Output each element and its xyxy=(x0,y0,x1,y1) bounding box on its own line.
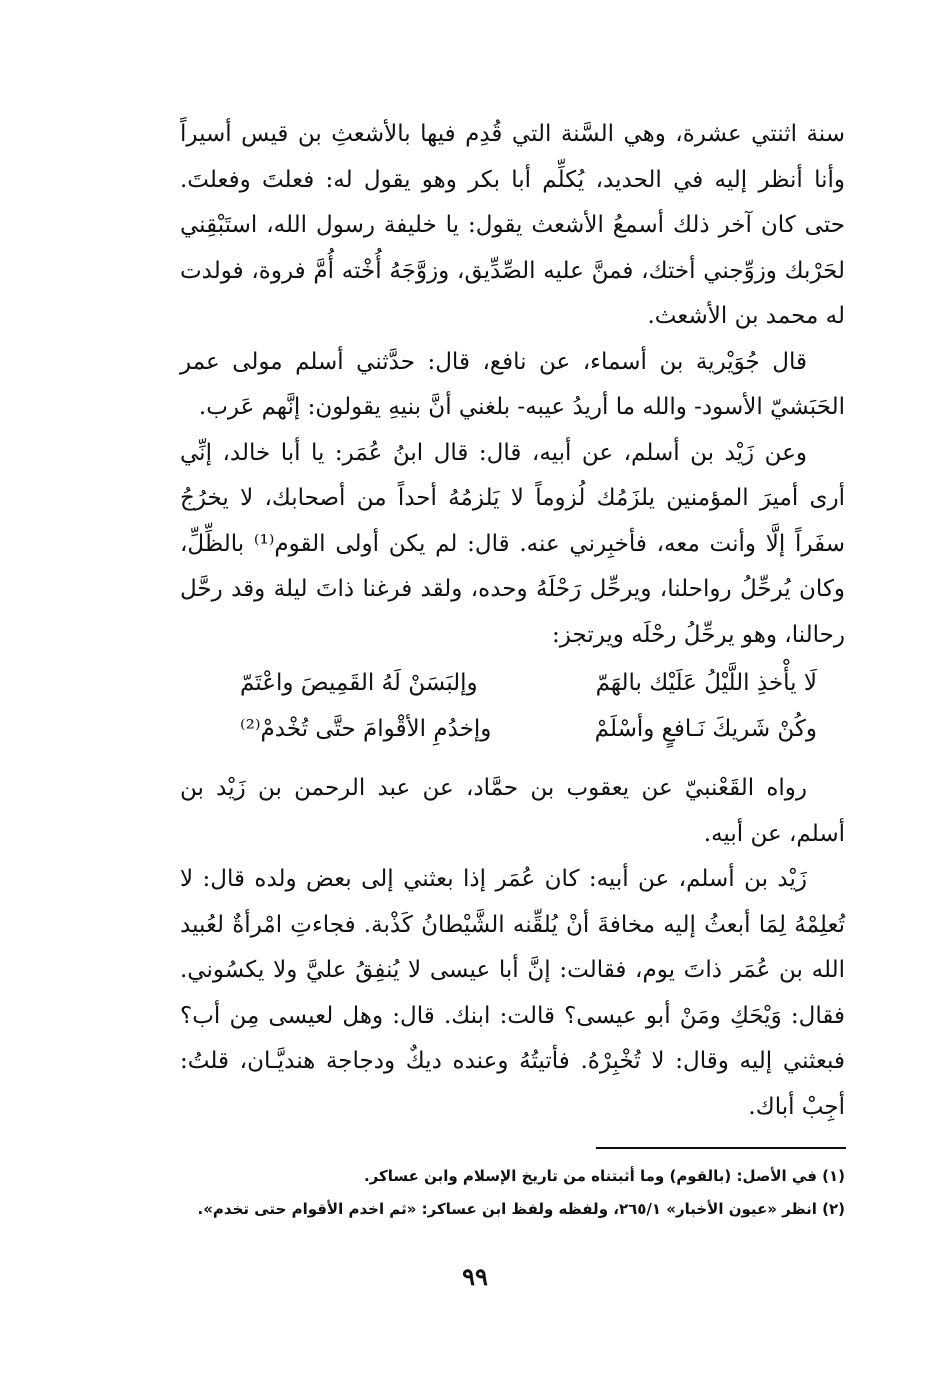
poem-hemistich: وكُنْ شَريكَ نَـافعٍ وأسْلَمْ xyxy=(594,716,817,742)
poem-hemistich: لَا يأْخذِ اللَّيْلُ عَلَيْك بالهَمّ xyxy=(595,670,817,696)
paragraph-1: سنة اثنتي عشرة، وهي السَّنة التي قُدِم فيها بالأشعثِ بن قيس أسيراً وأنا أنظر إليه في الحديد، يُكلِّم أبا بكر وهو يقول له: فعلتَ وفعلتَ. حتى كان آخر ذلك أسمعُ الأشعث يقول: يا خليفة رسول الله، استَبْقِني لحَرْبك وزوِّجني أختك، فمنَّ عليه الصِّدِّيق، وزوَّجَهُ أُخْته أُمَّ فروة، فولدت له محمد بن الأشعث. xyxy=(180,121,845,329)
footnote-divider xyxy=(596,1147,846,1149)
poem xyxy=(180,660,845,752)
poem-hemistich: وإلبَسَنْ لَهُ القَمِيصَ واعْتَمّ xyxy=(240,670,478,696)
paragraph-5: زَيْد بن أسلم، عن أبيه: كان عُمَر إذا بعثني إلى بعض ولده قال: لا تُعلِمْهُ لِمَا أبعثُ إليه مخافةَ أنْ يُلقِّنه الشَّيْطانُ كَذْبة. فجاءتِ امْرأةٌ لعُبيد الله بن عُمَر ذاتَ يوم، فقالت: إنَّ أبا عيسى لا يُنفِقُ عليَّ ولا يكسُوني. فقال: وَيْحَكِ ومَنْ أبو عيسى؟ قالت: ابنك. قال: وهل لعيسى مِن أب؟ فبعثني إليه وقال: لا تُخْبِرْهُ. فأتيتُهُ وعنده ديكٌ ودجاجة هنديَّـان، قلتُ: أجِبْ أباك. xyxy=(180,866,845,1120)
paragraph-2: قال جُوَيْرية بن أسماء، عن نافع، قال: حدَّثني أسلم مولى عمر الحَبَشيّ الأسود- والله ما أريدُ عيبه- بلغني أنَّ بنيهِ يقولون: إنَّهم عَرب. xyxy=(180,348,845,420)
footnotes xyxy=(180,1160,845,1226)
page-number: ٩٩ xyxy=(462,1262,488,1291)
paragraph-4: رواه القَعْنبيّ عن يعقوب بن حمَّاد، عن عبد الرحمن بن زَيْد بن أسلم، عن أبيه. xyxy=(180,775,845,847)
paragraph-3: وعن زَيْد بن أسلم، عن أبيه، قال: قال ابنُ عُمَر: يا أبا خالد، إنِّي أرى أميرَ المؤمنين يلزَمُك لُزوماً لا يَلزمُهُ أحداً من أصحابك، لا يخرُجُ سفَراً إلَّا وأنت معه، فأخبِرني عنه. قال: لم يكن أولى القوم⁽¹⁾ بالظِّلِّ، وكان يُرحِّلُ رواحلنا، ويرحِّل رَحْلَهُ وحده، ولقد فرغنا ذاتَ ليلة وقد رحَّل رحالنا، وهو يرحِّلُ رحْلَه ويرتجز: xyxy=(180,439,845,648)
poem-verse-2 xyxy=(240,706,817,752)
poem-verse-1 xyxy=(240,660,817,706)
main-text xyxy=(180,112,845,1130)
poem-hemistich: وإخدُمِ الأقْوامَ حتَّى تُخْدمْ⁽²⁾ xyxy=(240,716,492,742)
footnote-2: (٢) انظر «عيون الأخبار» ٢٦٥/١، ولفظه ولفظ ابن عساكر: «ثم اخدم الأقوام حتى تخدم». xyxy=(197,1200,845,1218)
footnote-1: (١) في الأصل: (بالقوم) وما أثبتناه من تاريخ الإسلام وابن عساكر. xyxy=(363,1167,845,1185)
